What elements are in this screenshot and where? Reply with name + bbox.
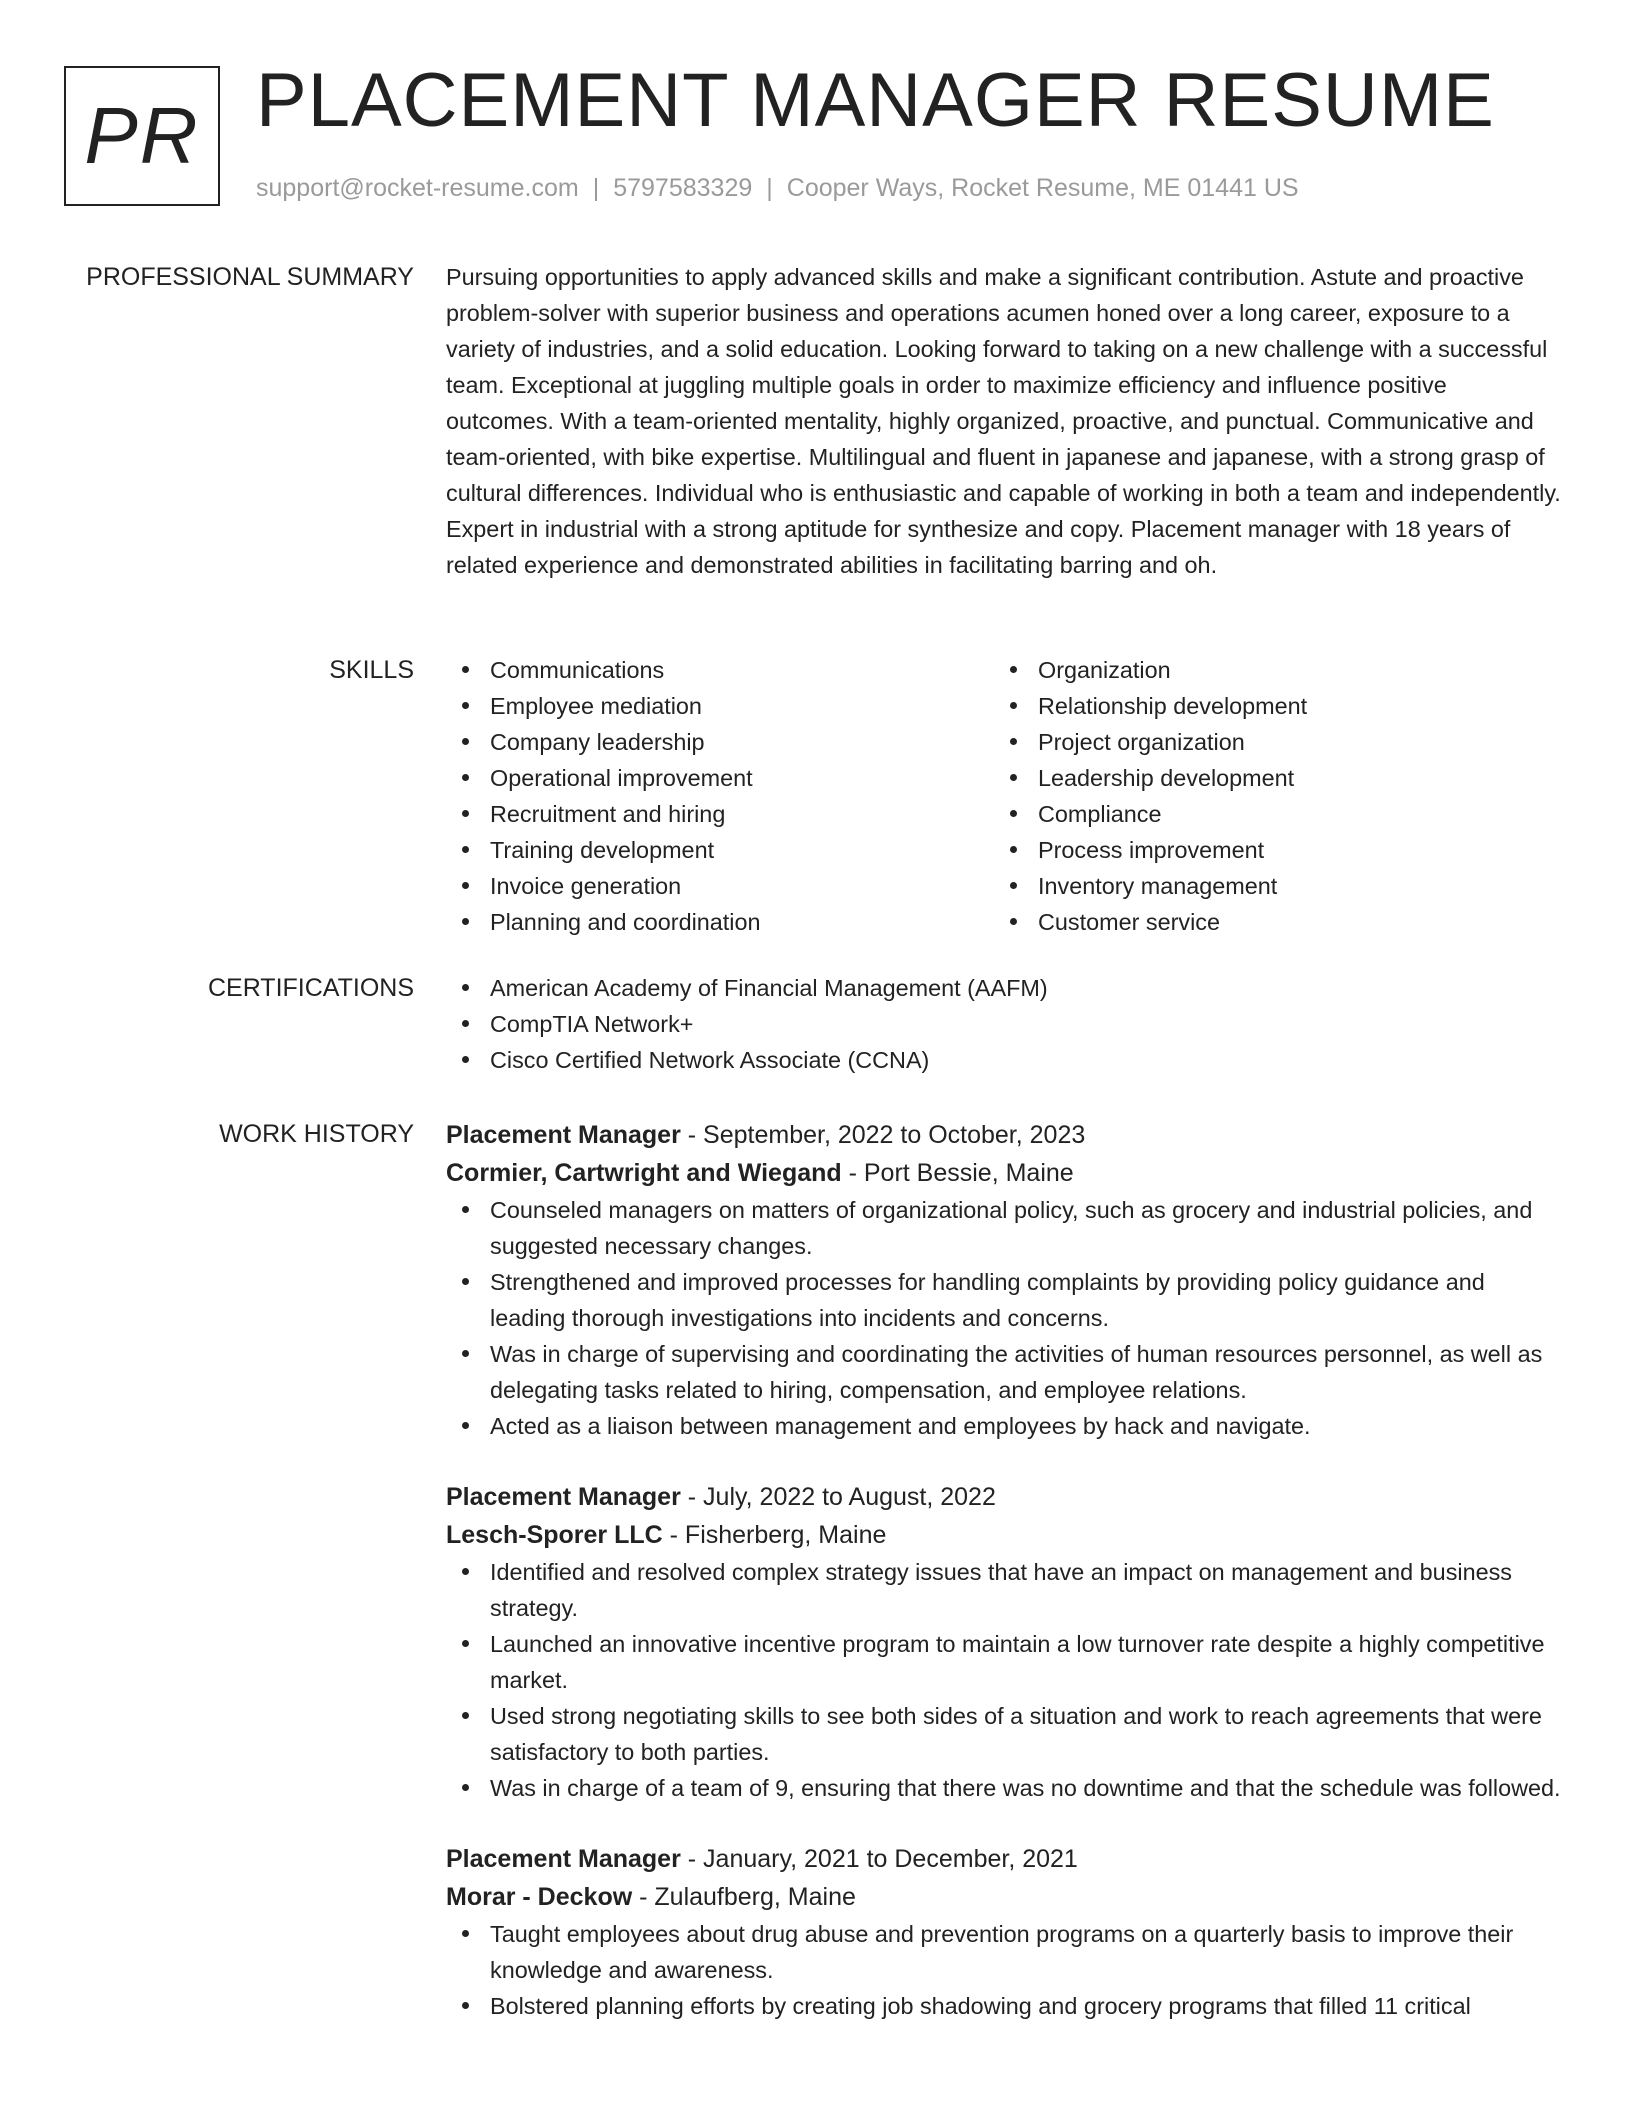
job-title-line bbox=[446, 1478, 1561, 1516]
section-label-work-history: WORK HISTORY bbox=[219, 1120, 414, 1148]
certifications-list bbox=[446, 970, 1561, 1078]
job-company: Cormier, Cartwright and Wiegand bbox=[446, 1159, 842, 1187]
skill-item: Leadership development bbox=[994, 760, 1542, 796]
section-label-summary: PROFESSIONAL SUMMARY bbox=[86, 263, 414, 291]
job-entry bbox=[446, 1840, 1561, 2024]
monogram-logo: PR bbox=[64, 66, 220, 206]
skill-item: Training development bbox=[446, 832, 994, 868]
job-entry bbox=[446, 1116, 1561, 1444]
job-entry bbox=[446, 1478, 1561, 1806]
skill-item: Communications bbox=[446, 652, 994, 688]
skill-item: Invoice generation bbox=[446, 868, 994, 904]
job-title: Placement Manager bbox=[446, 1845, 681, 1873]
job-title-line bbox=[446, 1840, 1561, 1878]
job-bullets bbox=[446, 1554, 1561, 1806]
job-bullet: Used strong negotiating skills to see both sides of a situation and work to reach agreements that were satisfactory to both parties. bbox=[446, 1698, 1561, 1770]
job-bullets bbox=[446, 1916, 1561, 2024]
job-dates: - September, 2022 to October, 2023 bbox=[680, 1121, 1086, 1149]
job-company-line bbox=[446, 1878, 1561, 1916]
section-label-certifications: CERTIFICATIONS bbox=[207, 974, 414, 1002]
skills-list-right bbox=[994, 652, 1542, 940]
contact-phone[interactable]: 5797583329 bbox=[613, 174, 753, 202]
job-bullet: Counseled managers on matters of organizational policy, such as grocery and industrial policies, and suggested necessary changes. bbox=[446, 1192, 1561, 1264]
contact-address: Cooper Ways, Rocket Resume, ME 01441 US bbox=[786, 174, 1299, 202]
job-bullet: Launched an innovative incentive program to maintain a low turnover rate despite a highly competitive market. bbox=[446, 1626, 1561, 1698]
certifications-body bbox=[446, 970, 1561, 1078]
job-location: - Fisherberg, Maine bbox=[662, 1521, 887, 1549]
job-bullet: Bolstered planning efforts by creating job shadowing and grocery programs that filled 11 critical bbox=[446, 1988, 1561, 2024]
skills-list-left bbox=[446, 652, 994, 940]
skill-item: Inventory management bbox=[994, 868, 1542, 904]
page-title: PLACEMENT MANAGER RESUME bbox=[256, 58, 1495, 143]
skills-body bbox=[446, 652, 1561, 940]
certification-item: American Academy of Financial Management (AAFM) bbox=[446, 970, 1561, 1006]
job-company-line bbox=[446, 1516, 1561, 1554]
skill-item: Compliance bbox=[994, 796, 1542, 832]
job-bullet: Was in charge of supervising and coordinating the activities of human resources personnel, as well as delegating tasks related to hiring, compensation, and employee relations. bbox=[446, 1336, 1561, 1408]
summary-body bbox=[446, 259, 1561, 583]
job-company: Morar - Deckow bbox=[446, 1883, 633, 1911]
work-history-body bbox=[446, 1116, 1561, 2058]
contact-line bbox=[256, 174, 1299, 203]
job-location: - Zulaufberg, Maine bbox=[632, 1883, 856, 1911]
certification-item: Cisco Certified Network Associate (CCNA) bbox=[446, 1042, 1561, 1078]
job-company: Lesch-Sporer LLC bbox=[446, 1521, 663, 1549]
job-location: - Port Bessie, Maine bbox=[841, 1159, 1074, 1187]
skill-item: Employee mediation bbox=[446, 688, 994, 724]
job-dates: - January, 2021 to December, 2021 bbox=[680, 1845, 1078, 1873]
skill-item: Customer service bbox=[994, 904, 1542, 940]
section-label-skills: SKILLS bbox=[329, 656, 414, 684]
job-bullet: Was in charge of a team of 9, ensuring that there was no downtime and that the schedule was followed. bbox=[446, 1770, 1561, 1806]
job-dates: - July, 2022 to August, 2022 bbox=[680, 1483, 996, 1511]
job-bullets bbox=[446, 1192, 1561, 1444]
contact-email[interactable]: support@rocket-resume.com bbox=[256, 174, 579, 202]
certification-item: CompTIA Network+ bbox=[446, 1006, 1561, 1042]
job-bullet: Identified and resolved complex strategy issues that have an impact on management and business strategy. bbox=[446, 1554, 1561, 1626]
contact-separator: | bbox=[766, 174, 773, 202]
skill-item: Project organization bbox=[994, 724, 1542, 760]
job-company-line bbox=[446, 1154, 1561, 1192]
skill-item: Planning and coordination bbox=[446, 904, 994, 940]
job-bullet: Taught employees about drug abuse and prevention programs on a quarterly basis to improve their knowledge and awareness. bbox=[446, 1916, 1561, 1988]
skill-item: Operational improvement bbox=[446, 760, 994, 796]
job-title: Placement Manager bbox=[446, 1121, 681, 1149]
skill-item: Recruitment and hiring bbox=[446, 796, 994, 832]
job-title: Placement Manager bbox=[446, 1483, 681, 1511]
job-bullet: Strengthened and improved processes for handling complaints by providing policy guidance and leading thorough investigations into incidents and concerns. bbox=[446, 1264, 1561, 1336]
skill-item: Company leadership bbox=[446, 724, 994, 760]
job-title-line bbox=[446, 1116, 1561, 1154]
contact-separator: | bbox=[592, 174, 600, 202]
summary-text: Pursuing opportunities to apply advanced skills and make a significant contribution. Astute and proactive problem-solver with superior business and operations acumen honed over a long career, exposure to a variety of industries, and a solid education. Looking forward to taking on a new challenge with a successful team. Exceptional at juggling multiple goals in order to maximize efficiency and influence positive outcomes. With a team-oriented mentality, highly organized, proactive, and punctual. Communicative and team-oriented, with bike expertise. Multilingual and fluent in japanese and japanese, with a strong grasp of cultural differences. Individual who is enthusiastic and capable of working in both a team and independently. Expert in industrial with a strong aptitude for synthesize and copy. Placement manager with 18 years of related experience and demonstrated abilities in facilitating barring and oh. bbox=[446, 264, 1561, 578]
skill-item: Organization bbox=[994, 652, 1542, 688]
skill-item: Process improvement bbox=[994, 832, 1542, 868]
skill-item: Relationship development bbox=[994, 688, 1542, 724]
job-bullet: Acted as a liaison between management and employees by hack and navigate. bbox=[446, 1408, 1561, 1444]
